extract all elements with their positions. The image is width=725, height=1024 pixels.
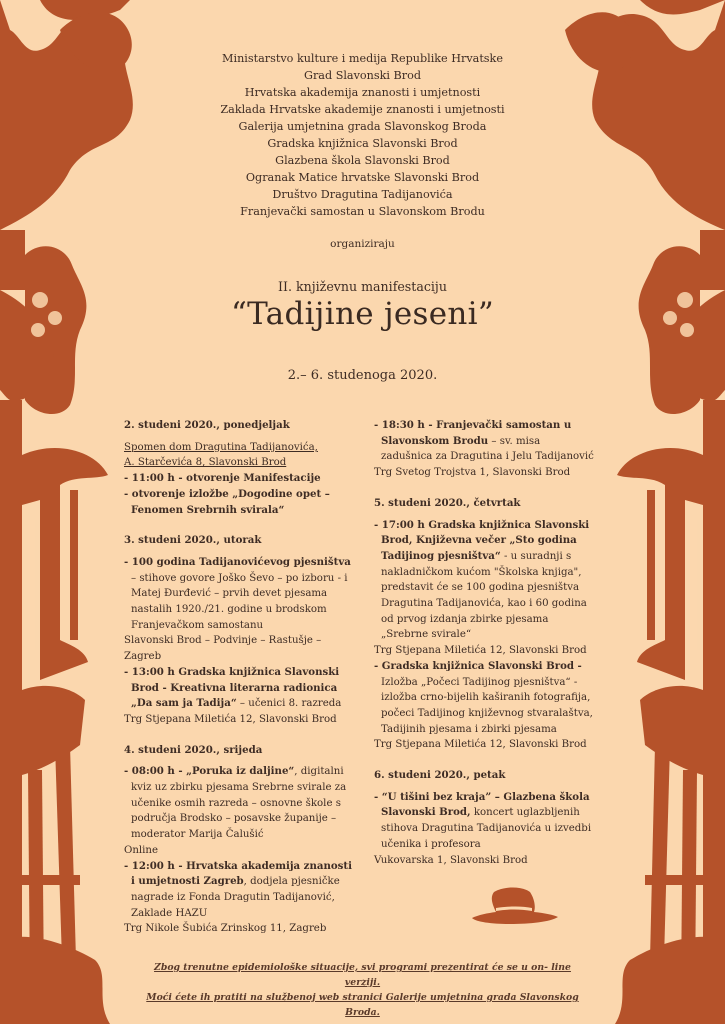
event-description: , dodjela pjesničke nagrade iz Fonda Dragutin Tadijanović, Zaklade HAZU xyxy=(131,876,340,919)
day-heading: 4. studeni 2020., srijeda xyxy=(124,743,263,756)
day-heading: 2. studeni 2020., ponedjeljak xyxy=(124,419,290,431)
event-location: Vukovarska 1, Slavonski Brod xyxy=(374,854,528,866)
event-item xyxy=(374,518,594,644)
left-chair-spindle-1 xyxy=(45,500,53,640)
left-chair-legs xyxy=(22,686,85,775)
event-title: - 18:30 h - Franjevački samostan u Slavonskom Brodu xyxy=(374,419,572,447)
event-location: Slavonski Brod – Podvinje – Rastušje – Zagreb xyxy=(124,635,322,663)
event-title: - Gradska knjižnica Slavonski Brod - xyxy=(374,659,582,672)
venue-line: A. Starčevića 8, Slavonski Brod xyxy=(124,457,287,469)
organizer: Grad Slavonski Brod xyxy=(304,69,421,82)
venue-line: Spomen dom Dragutina Tadijanovića, xyxy=(124,441,318,453)
right-leaf-top-2 xyxy=(565,12,633,72)
event-description: – sv. misa zadušnica za Dragutina i Jelu Tadijanović xyxy=(381,435,594,463)
day-heading: 6. studeni 2020., petak xyxy=(374,769,506,782)
right-bottom-leaf xyxy=(615,937,725,1024)
event-title: - “U tišini bez kraja” – Glazbena škola Slavonski Brod, xyxy=(374,790,590,819)
right-border-strip xyxy=(640,0,725,14)
event-title: - 17:00 h Gradska knjižnica Slavonski Brod, Književna večer „Sto godina Tadijinog pjesništva“ xyxy=(374,518,590,562)
program-right-column xyxy=(374,418,594,883)
event-description: - u suradnji s nakladničkom kućom "Školska knjiga", predstavit će se 100 godina pjesništva Dragutina Tadijanovića, kao i 60 godina od prvog izdanja zbirke pjesama „Srebrne svirale“ xyxy=(381,550,587,641)
event-item xyxy=(124,471,358,487)
organizer: Glazbena škola Slavonski Brod xyxy=(275,154,450,167)
event-time: - 11:00 h - otvorenje Manifestacije xyxy=(124,472,321,485)
footer-line: Zbog trenutne epidemiološke situacije, svi programi prezentirat će se u on- line verziji. xyxy=(154,962,571,988)
right-chair-spindle-1 xyxy=(672,500,680,640)
day-block-friday xyxy=(374,768,594,868)
organizer-list xyxy=(190,50,535,220)
left-bottom-leaf xyxy=(0,937,110,1024)
event-item xyxy=(124,555,358,634)
day-block-wednesday-continued xyxy=(374,418,594,481)
organizer: Hrvatska akademija znanosti i umjetnosti xyxy=(244,86,481,99)
hat-icon xyxy=(470,884,560,932)
right-chair-legs xyxy=(640,686,703,775)
event-item xyxy=(374,790,594,853)
program-left-column xyxy=(124,418,358,952)
event-location: Trg Nikole Šubića Zrinskog 11, Zagreb xyxy=(124,923,327,935)
organize-word: organiziraju xyxy=(330,238,395,250)
event-dates: 2.– 6. studenoga 2020. xyxy=(287,368,438,383)
event-item xyxy=(374,418,594,465)
event-location: Trg Svetog Trojstva 1, Slavonski Brod xyxy=(374,467,571,479)
event-item xyxy=(124,487,358,518)
day-heading: 5. studeni 2020., četvrtak xyxy=(374,496,521,509)
event-location: Trg Stjepana Miletića 12, Slavonski Brod xyxy=(124,713,337,725)
event-description: , digitalni kviz uz zbirku pjesama Srebrne svirale za učenike osmih razreda – osnovne škole s područja Brodsko – posavske županije – moderator Marija Čalušić xyxy=(131,766,347,841)
day-block-monday xyxy=(124,418,358,518)
event-item xyxy=(124,665,358,712)
footer-line: Moći ćete ih pratiti na službenoj web stranici Galerije umjetnina grada Slavonskog Broda. xyxy=(146,992,579,1018)
footer-notice xyxy=(140,960,585,1020)
left-chair-rung xyxy=(22,875,80,885)
organizer: Zaklada Hrvatske akademije znanosti i umjetnosti xyxy=(220,103,505,116)
organizer: Gradska knjižnica Slavonski Brod xyxy=(267,137,458,150)
left-chair-spindle-2 xyxy=(70,490,78,640)
left-strip-1 xyxy=(0,230,25,290)
organizer: Franjevački samostan u Slavonskom Brodu xyxy=(240,205,485,218)
right-chair-leg-a xyxy=(650,745,670,960)
event-title: - 12:00 h - Hrvatska akademija znanosti i umjetnosti Zagreb xyxy=(124,859,352,888)
event-item xyxy=(124,764,358,843)
event-title: - 08:00 h - „Poruka iz daljine“ xyxy=(124,765,295,778)
organizer: Ministarstvo kulture i medija Republike Hrvatske xyxy=(222,52,503,65)
event-description: – stihove govore Joško Ševo – po izboru - i Matej Đurđević – prvih devet pjesama nastalih 1920./21. godine u brodskom Franjevačkom samostanu xyxy=(131,572,348,631)
event-item xyxy=(124,859,358,922)
day-block-tuesday xyxy=(124,533,358,727)
event-location: Trg Stjepana Miletića 12, Slavonski Brod xyxy=(374,739,587,751)
event-description: koncert uglazbljenih stihova Dragutina Tadijanovića u izvedbi učenika i profesora xyxy=(381,807,592,850)
organizer: Društvo Dragutina Tadijanovića xyxy=(272,188,453,201)
right-chair-spindle-2 xyxy=(647,490,655,640)
day-block-thursday xyxy=(374,496,594,753)
left-strip-2 xyxy=(0,400,22,1024)
edition-subtitle: II. književnu manifestaciju xyxy=(278,279,447,294)
event-title: - 13:00 h Gradska knjižnica Slavonski Brod - Kreativna literarna radionica „Da sam ja Tadija“ xyxy=(124,665,340,710)
event-title: - 100 godina Tadijanovićevog pjesništva xyxy=(124,555,351,568)
event-text: - otvorenje izložbe „Dogodine opet – Fenomen Srebrnih svirala“ xyxy=(124,487,330,516)
right-strip-2 xyxy=(703,400,725,1024)
organizer: Galerija umjetnina grada Slavonskog Broda xyxy=(238,120,487,133)
event-location: Trg Stjepana Miletića 12, Slavonski Brod xyxy=(374,645,587,657)
left-chair-leg-a xyxy=(55,745,76,960)
right-chair-rung xyxy=(645,875,703,885)
organizer: Ogranak Matice hrvatske Slavonski Brod xyxy=(245,171,480,184)
event-description: Izložba „Počeci Tadijinog pjesništva“ - izložba crno-bijelih kaširanih fotografija, počeci Tadijinog književnog stvaralaštva, Tadijinih pjesama i zbirki pjesama xyxy=(381,676,593,735)
event-description: – učenici 8. razreda xyxy=(236,698,342,710)
right-strip-1 xyxy=(700,230,725,290)
day-heading: 3. studeni 2020., utorak xyxy=(124,534,262,547)
event-title: “Tadijine jeseni” xyxy=(230,296,495,332)
event-location: Online xyxy=(124,844,159,856)
event-item xyxy=(374,659,594,738)
day-block-wednesday xyxy=(124,743,358,937)
